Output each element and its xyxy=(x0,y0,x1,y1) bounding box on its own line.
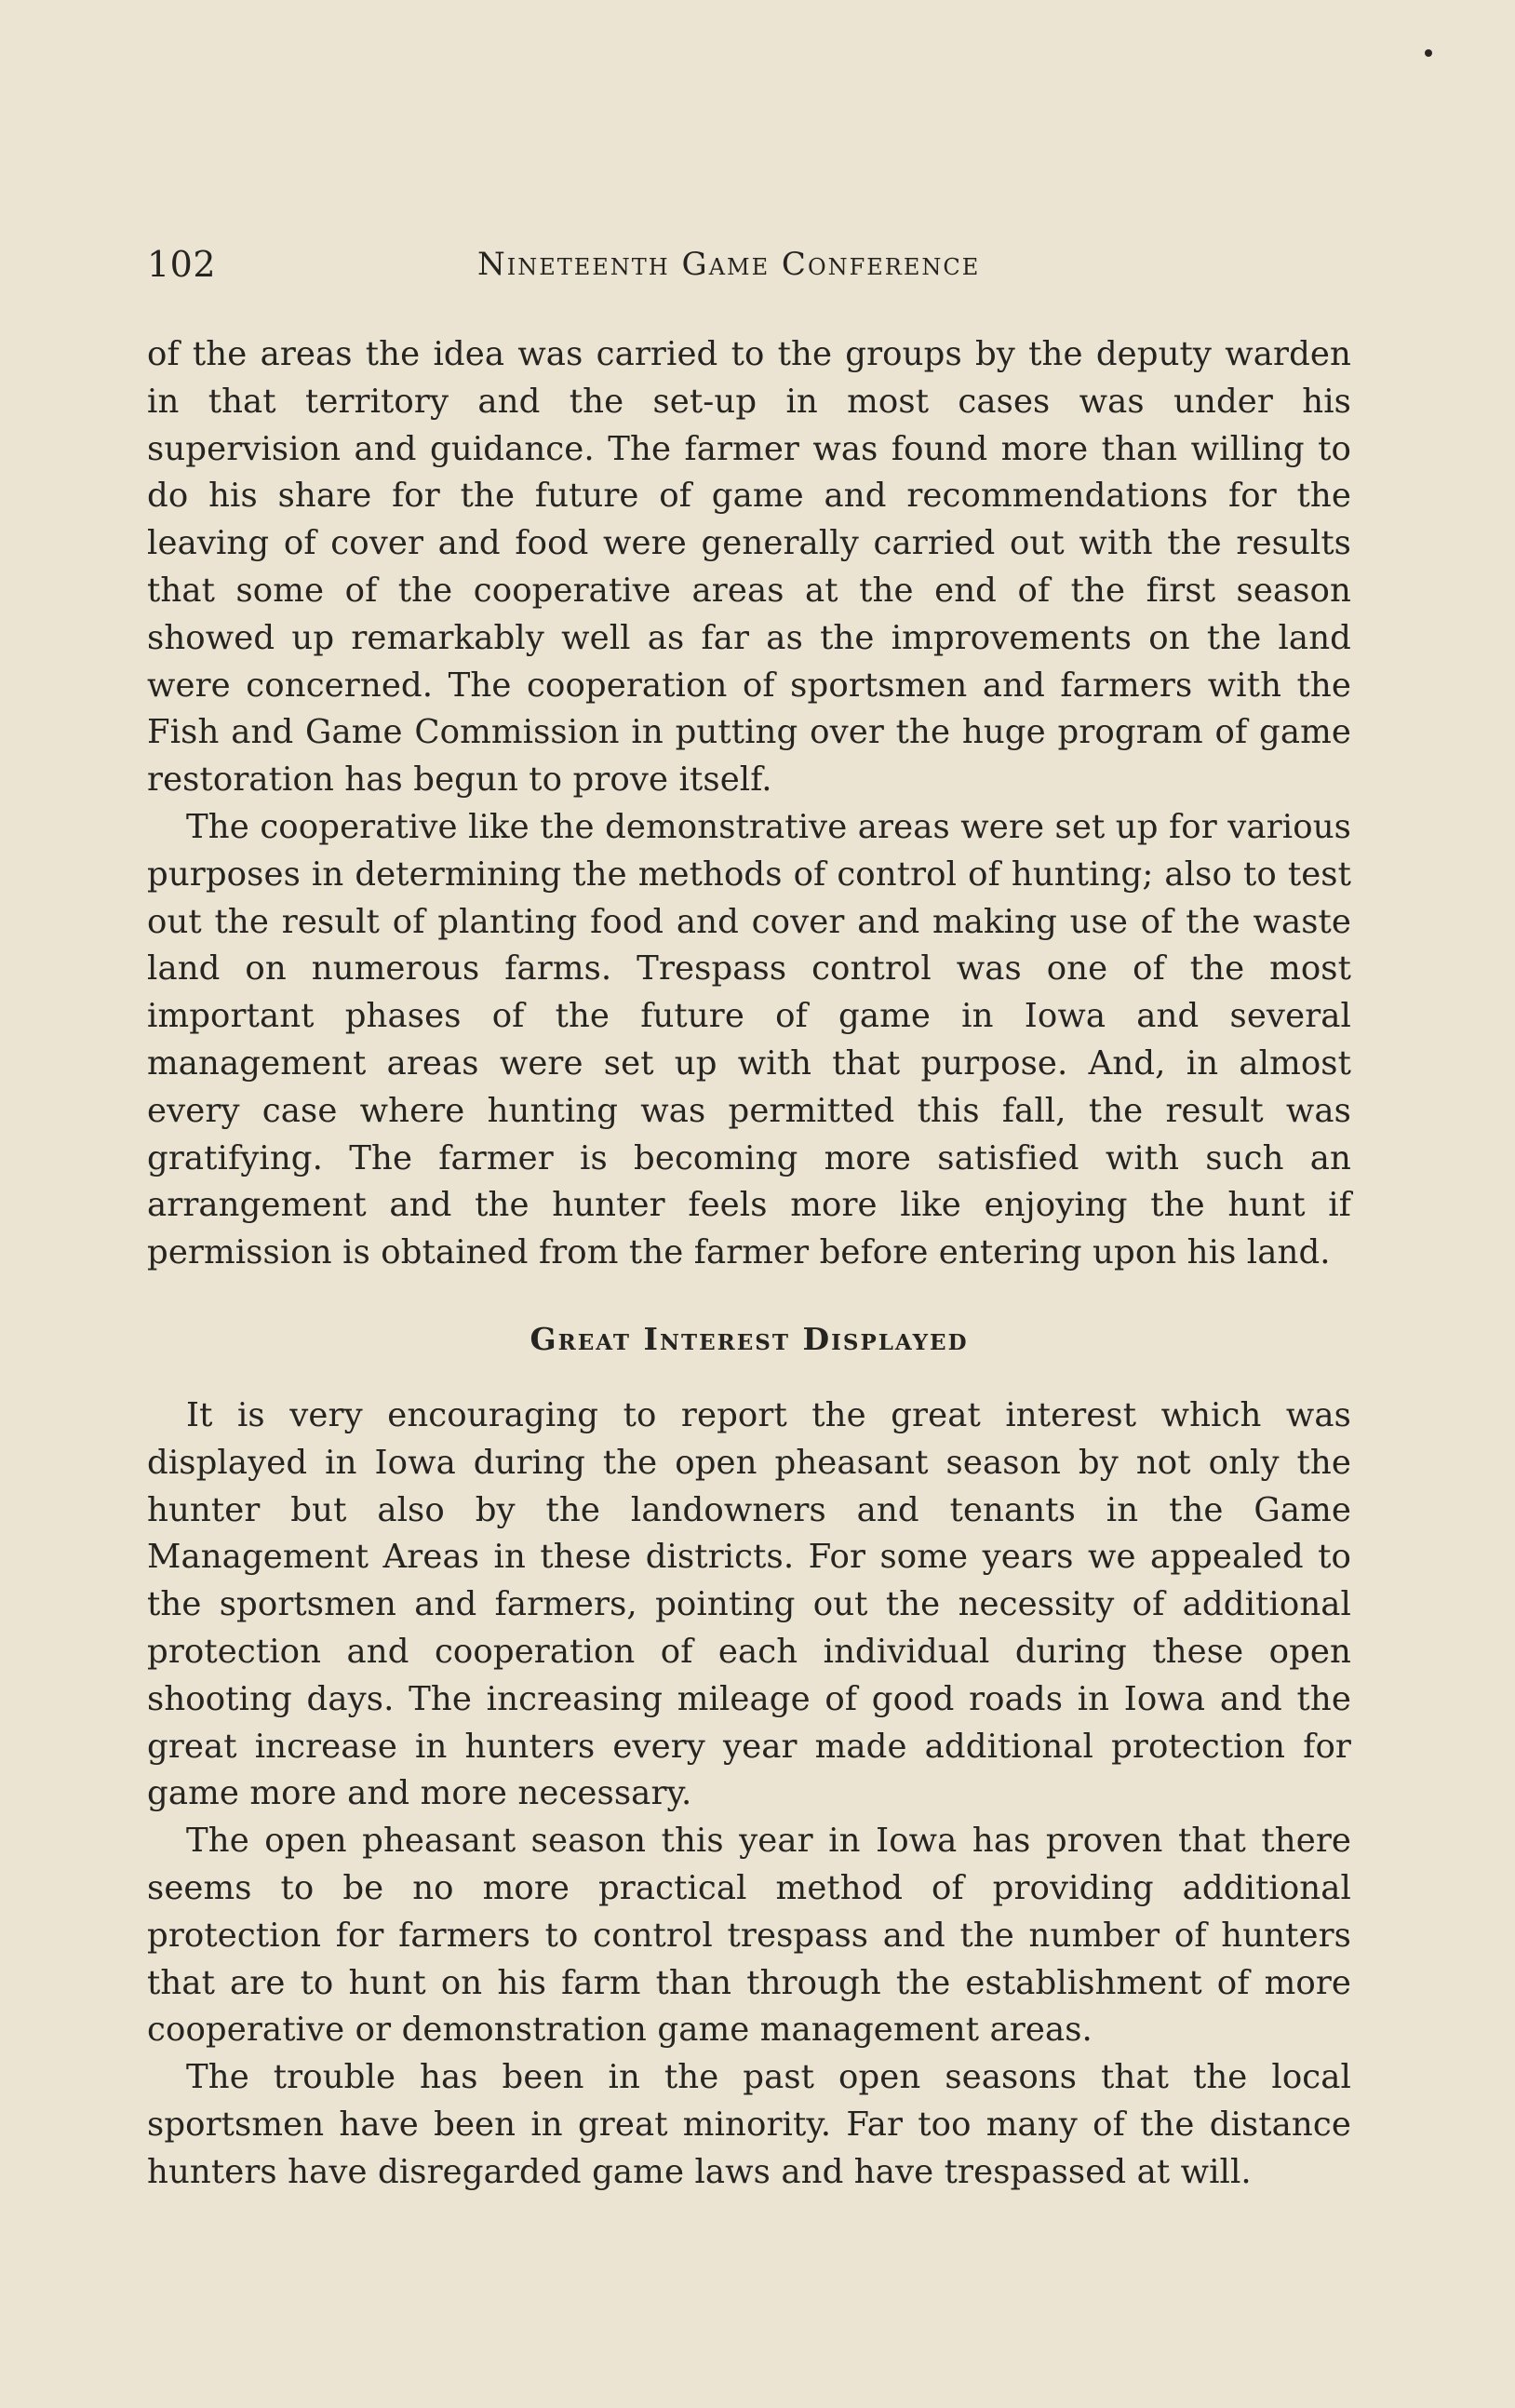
paragraph: The open pheasant season this year in Iowa has proven that there seems to be no more practical method of providing additional protection for farmers to control trespass and the number of hunters that are to hunt on his farm than through the establishment of more cooperative or demonstration game management areas. xyxy=(147,1822,1351,2050)
section-heading: Great Interest Displayed xyxy=(530,1320,969,1357)
paragraph: The cooperative like the demonstrative areas were set up for various purposes in determining the methods of control of hunting; also to test out the result of planting food and cover and making use of the waste land on numerous farms. Trespass control was one of the most important phases of the future of game in Iowa and several management areas were set up with that purpose. And, in almost every case where hunting was permitted this fall, the result was gratifying. The farmer is becoming more satisfied with such an arrangement and the hunter feels more like enjoying the hunt if permission is obtained from the farmer before entering upon his land. xyxy=(147,807,1351,1272)
page-number: 102 xyxy=(147,244,217,285)
running-title: Nineteenth Game Conference xyxy=(477,246,981,283)
running-head xyxy=(147,244,1351,285)
paragraph: The trouble has been in the past open seasons that the local sportsmen have been in great minority. Far too many of the distance hunters have disregarded game laws and have trespassed at will. xyxy=(147,2058,1351,2191)
paragraph-continued: of the areas the idea was carried to the groups by the deputy warden in that territory and the set-up in most cases was under his supervision and guidance. The farmer was found more than willing to do his share for the future of game and recommendations for the leaving of cover and food were generally carried out with the results that some of the cooperative areas at the end of the first season showed up remarkably well as far as the improvements on the land were concerned. The cooperation of sportsmen and farmers with the Fish and Game Commission in putting over the huge program of game restoration has begun to prove itself. xyxy=(147,335,1351,800)
page-body xyxy=(147,331,1351,2196)
ink-dot xyxy=(1425,49,1432,57)
paragraph: It is very encouraging to report the great interest which was displayed in Iowa during the open pheasant season by not only the hunter but also by the landowners and tenants in the Game Management Areas in these districts. For some years we appealed to the sportsmen and farmers, pointing out the necessity of additional protection and cooperation of each individual during these open shooting days. The increasing mileage of good roads in Iowa and the great increase in hunters every year made additional protection for game more and more necessary. xyxy=(147,1395,1351,1813)
